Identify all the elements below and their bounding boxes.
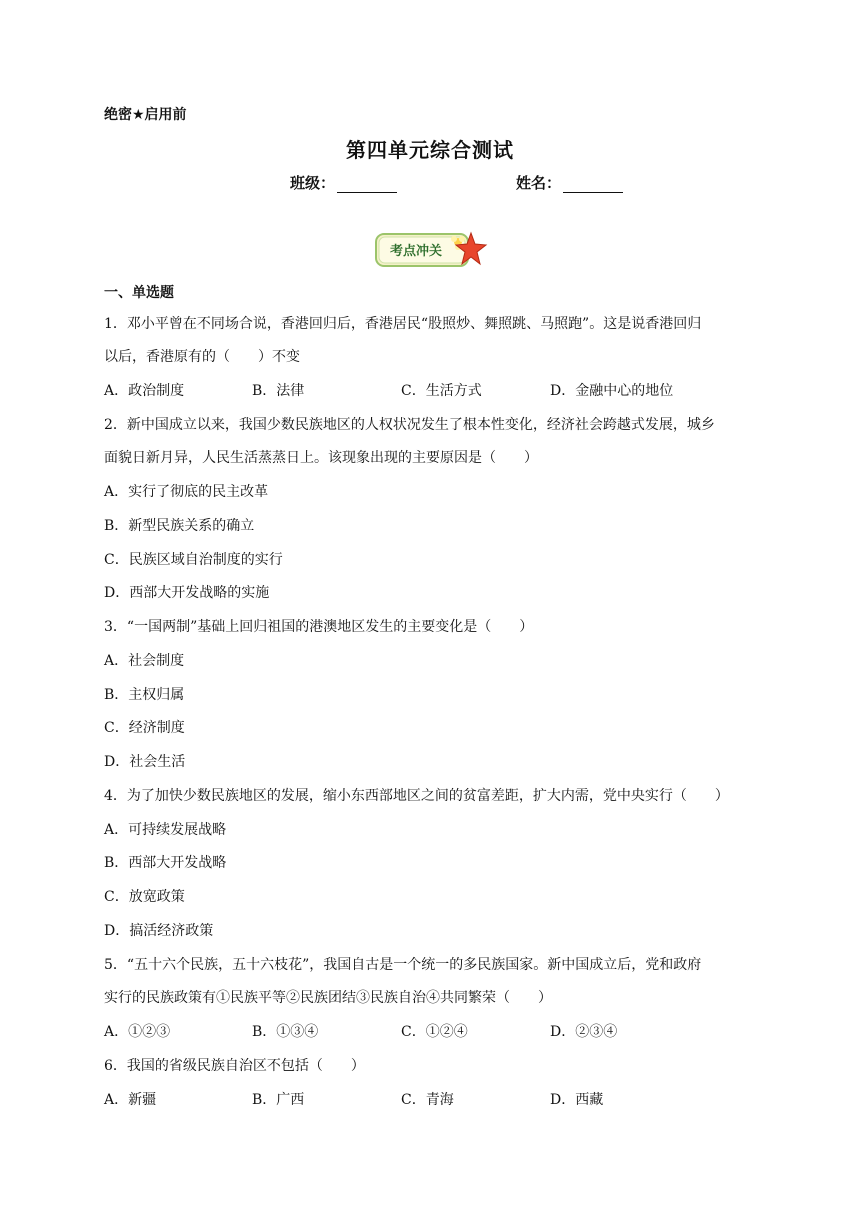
- page-title: 第四单元综合测试: [346, 138, 514, 162]
- name-label: 姓名：: [516, 174, 562, 192]
- option-b: B．法律: [252, 383, 305, 399]
- question-line: 面貌日新月异，人民生活蒸蒸日上。该现象出现的主要原因是（ ）: [104, 450, 538, 466]
- kaodian-badge: [374, 228, 488, 272]
- question-line: 3．“一国两制”基础上回归祖国的港澳地区发生的主要变化是（ ）: [104, 619, 534, 635]
- class-blank: [337, 176, 397, 193]
- question-line: 1．邓小平曾在不同场合说，香港回归后，香港居民“股照炒、舞照跳、马照跑”。这是说香港回归: [104, 316, 702, 332]
- option-c: C．民族区域自治制度的实行: [104, 552, 283, 568]
- question-line: 5．“五十六个民族，五十六枝花”，我国自古是一个统一的多民族国家。新中国成立后，党和政府: [104, 957, 702, 973]
- option-a: A．新疆: [104, 1092, 157, 1108]
- option-d: D．西藏: [550, 1092, 604, 1108]
- option-c: C．青海: [401, 1092, 454, 1108]
- confidential-label: 绝密★启用前: [104, 107, 187, 123]
- option-d: D．西部大开发战略的实施: [104, 585, 270, 601]
- option-a: A．社会制度: [104, 653, 185, 669]
- option-a: A．政治制度: [104, 383, 185, 399]
- question-line: 以后，香港原有的（ ）不变: [104, 349, 300, 365]
- option-c: C．放宽政策: [104, 889, 185, 905]
- question-line: 实行的民族政策有①民族平等②民族团结③民族自治④共同繁荣（ ）: [104, 990, 552, 1006]
- badge-text: 考点冲关: [389, 244, 443, 259]
- class-field: [290, 172, 397, 193]
- option-b: B．①③④: [252, 1024, 319, 1040]
- option-b: B．西部大开发战略: [104, 855, 227, 871]
- section-title: 一、单选题: [104, 285, 174, 301]
- class-label: 班级：: [290, 174, 336, 192]
- option-a: A．可持续发展战略: [104, 822, 227, 838]
- name-blank: [563, 176, 623, 193]
- option-d: D．②③④: [550, 1024, 618, 1040]
- option-d: D．社会生活: [104, 754, 186, 770]
- option-a: A．实行了彻底的民主改革: [104, 484, 269, 500]
- option-a: A．①②③: [104, 1024, 171, 1040]
- option-c: C．①②④: [401, 1024, 468, 1040]
- option-c: C．生活方式: [401, 383, 482, 399]
- option-d: D．搞活经济政策: [104, 923, 214, 939]
- option-c: C．经济制度: [104, 720, 185, 736]
- question-line: 2．新中国成立以来，我国少数民族地区的人权状况发生了根本性变化，经济社会跨越式发展，城乡: [104, 417, 715, 433]
- question-line: 4．为了加快少数民族地区的发展，缩小东西部地区之间的贫富差距，扩大内需，党中央实行（ ）: [104, 788, 729, 804]
- option-b: B．新型民族关系的确立: [104, 518, 255, 534]
- option-d: D．金融中心的地位: [550, 383, 674, 399]
- name-field: [516, 172, 623, 193]
- question-line: 6．我国的省级民族自治区不包括（ ）: [104, 1058, 365, 1074]
- option-b: B．主权归属: [104, 687, 185, 703]
- option-b: B．广西: [252, 1092, 305, 1108]
